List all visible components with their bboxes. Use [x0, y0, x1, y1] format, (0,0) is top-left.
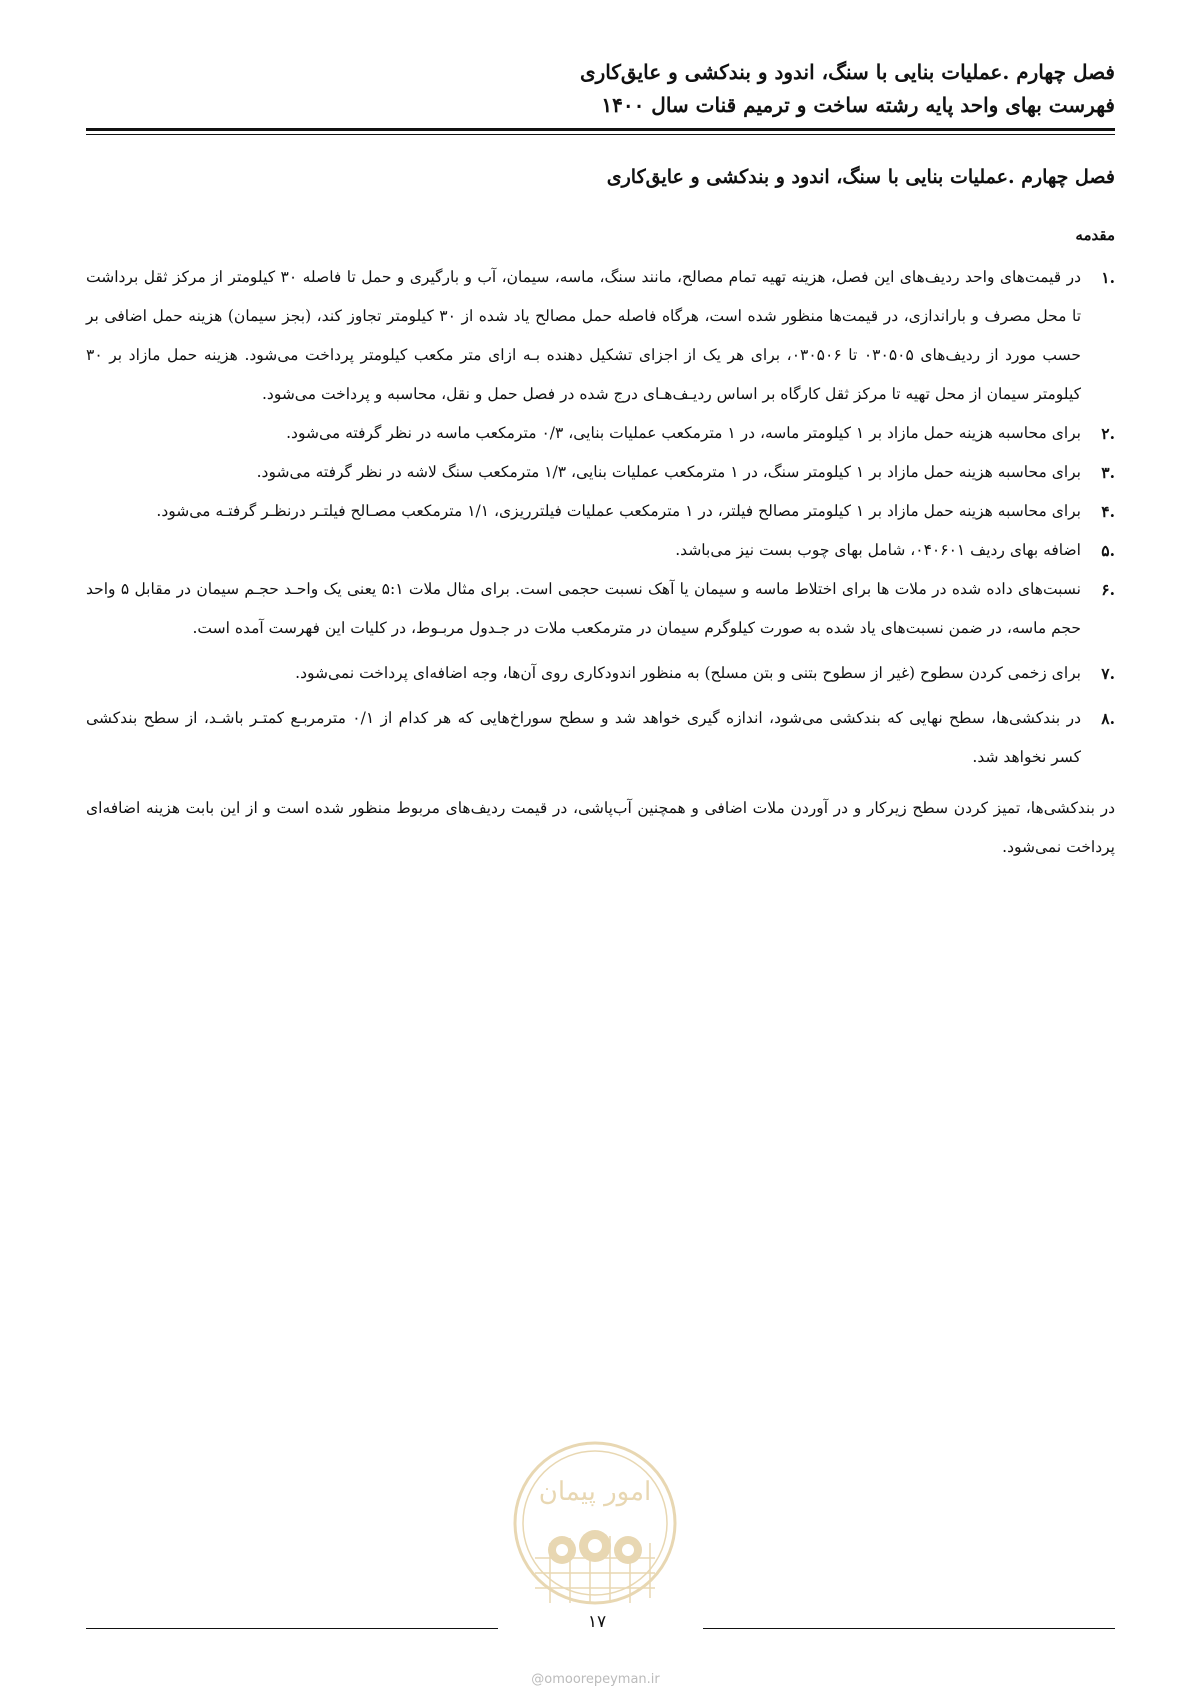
- item-text: نسبت‌های داده شده در ملات ها برای اختلاط ماسه و سیمان یا آهک نسبت حجمی است. برای مثال ملات ۵:۱ یعنی یک واحـد حجـم سیمان در مقابل ۵ واحد حجم ماسه، در ضمن نسبت‌های یاد شده به صورت کیلوگرم سیمان در مترمکعب ملات در جـدول مربـوط، در کلیات این فهرست آمده است.: [86, 580, 1081, 637]
- header-document-title: فهرست بهای واحد پایه رشته ساخت و ترمیم قنات سال ۱۴۰۰: [601, 93, 1115, 117]
- item-number: .۵: [1101, 541, 1115, 560]
- notes-list: [86, 258, 1115, 777]
- item-number: .۷: [1101, 664, 1115, 683]
- item-number: .۶: [1101, 580, 1115, 599]
- footer-rule-left: [86, 1628, 498, 1629]
- intro-heading: مقدمه: [1075, 226, 1115, 244]
- page-number: ۱۷: [587, 1612, 607, 1632]
- list-item: [86, 258, 1115, 414]
- item-number: .۸: [1101, 709, 1115, 728]
- watermark-handle: @omoorepeyman.ir: [531, 1672, 660, 1687]
- header-rule-thin: [86, 134, 1115, 135]
- list-item: [86, 699, 1115, 777]
- footer-rule-right: [703, 1628, 1115, 1629]
- item-text: اضافه بهای ردیف ۰۴۰۶۰۱، شامل بهای چوب بست نیز می‌باشد.: [675, 541, 1081, 559]
- item-text: برای محاسبه هزینه حمل مازاد بر ۱ کیلومتر مصالح فیلتر، در ۱ مترمکعب عملیات فیلترریزی، ۱/۱ مترمکعب مصـالح فیلتـر درنظـر گرفتـه می‌شود.: [156, 502, 1081, 520]
- list-item: [86, 654, 1115, 693]
- list-item: [86, 492, 1115, 531]
- list-item: [86, 414, 1115, 453]
- item-number: .۳: [1101, 463, 1115, 482]
- item-text: در بندکشی‌ها، سطح نهایی که بندکشی می‌شود، اندازه گیری خواهد شد و سطح سوراخ‌هایی که هر کدام از ۰/۱ مترمربـع کمتـر باشـد، از سطح بندکشی کسر نخواهد شد.: [86, 709, 1082, 766]
- item-number: .۴: [1101, 502, 1115, 521]
- header-rule-thick: [86, 128, 1115, 131]
- header-chapter-title: فصل چهارم .عملیات بنایی با سنگ، اندود و بندکشی و عایق‌کاری: [579, 60, 1115, 84]
- item-number: .۲: [1101, 424, 1115, 443]
- section-title: فصل چهارم .عملیات بنایی با سنگ، اندود و بندکشی و عایق‌کاری: [606, 166, 1115, 188]
- page-header: [86, 56, 1115, 122]
- item-text: در قیمت‌های واحد ردیف‌های این فصل، هزینه تهیه تمام مصالح، مانند سنگ، ماسه، سیمان، آب و بارگیری و حمل تا فاصله ۳۰ کیلومتر از مرکز ثقل برداشت تا محل مصرف و باراندازی، در قیمت‌ها منظور شده است، هرگاه فاصله حمل مصالح یاد شده از ۳۰ کیلومتر تجاوز کند، (بجز سیمان) هزینه حمل اضافی بر حسب مورد از ردیف‌های ۰۳۰۵۰۵ تا ۰۳۰۵۰۶، برای هر یک از اجزای تشکیل دهنده بـه ازای متر مکعب کیلومتر پرداخت می‌شود. هزینه حمل مازاد بر ۳۰ کیلومتر سیمان از محل تهیه تا مرکز ثقل کارگاه بر اساس ردیـف‌هـای درج شده در فصل حمل و نقل، محاسبه و پرداخت می‌شود.: [86, 268, 1082, 403]
- closing-paragraph: در بندکشی‌ها، تمیز کردن سطح زیرکار و در آوردن ملات اضافی و همچنین آب‌پاشی، در قیمت ردیف‌های مربوط منظور شده است و از این بابت هزینه اضافه‌ای پرداخت نمی‌شود.: [86, 799, 1115, 856]
- watermark-logo-script: امور پیمان: [538, 1477, 652, 1507]
- list-item: [86, 453, 1115, 492]
- list-item: [86, 531, 1115, 570]
- page-content: [86, 166, 1115, 867]
- item-text: برای محاسبه هزینه حمل مازاد بر ۱ کیلومتر ماسه، در ۱ مترمکعب عملیات بنایی، ۰/۳ مترمکعب ماسه در نظر گرفته می‌شود.: [286, 424, 1081, 442]
- list-item: [86, 570, 1115, 648]
- item-text: برای محاسبه هزینه حمل مازاد بر ۱ کیلومتر سنگ، در ۱ مترمکعب عملیات بنایی، ۱/۳ مترمکعب سنگ لاشه در نظر گرفته می‌شود.: [256, 463, 1081, 481]
- item-number: .۱: [1101, 268, 1115, 287]
- item-text: برای زخمی کردن سطوح (غیر از سطوح بتنی و بتن مسلح) به منظور اندودکاری روی آن‌ها، وجه اضافه‌ای پرداخت نمی‌شود.: [295, 664, 1081, 682]
